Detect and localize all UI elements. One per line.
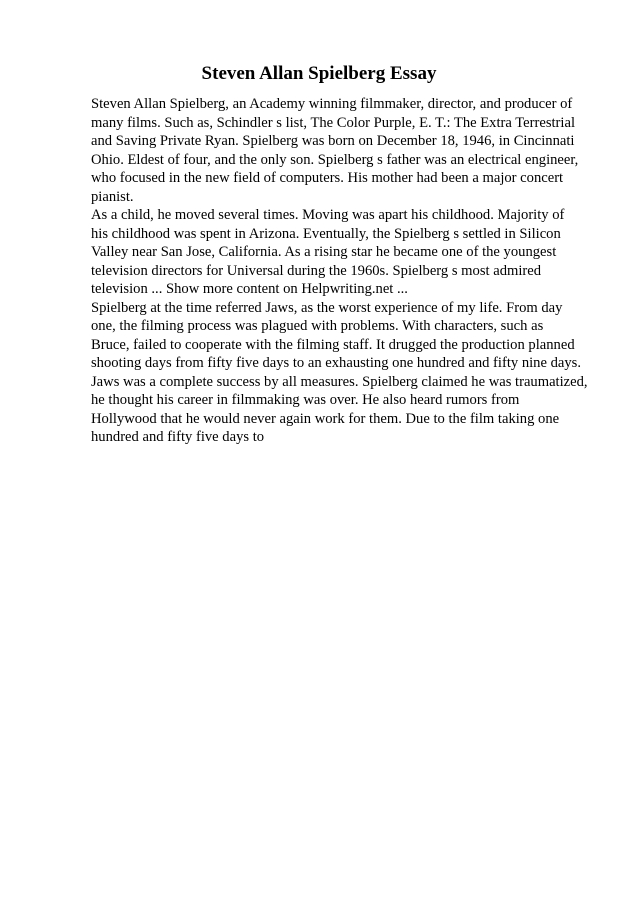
text-line: Spielberg at the time referred Jaws, as the worst experience of my life. From day	[91, 299, 563, 316]
text-line: Hollywood that he would never again work for them. Due to the film taking one	[91, 410, 560, 427]
text-line: television ... Show more content on Helpwriting.net ...	[91, 281, 408, 297]
text-line: pianist.	[91, 188, 134, 205]
text-line: shooting days from fifty five days to an exhausting one hundred and fifty nine days.	[91, 355, 582, 371]
text-line: As a child, he moved several times. Moving was apart his childhood. Majority of	[91, 207, 565, 223]
text-line: hundred and fifty five days to	[91, 429, 265, 445]
text-line: television directors for Universal during the 1960s. Spielberg s most admired	[91, 262, 542, 279]
text-line: Jaws was a complete success by all measures. Spielberg claimed he was traumatized,	[91, 373, 588, 390]
text-line: many films. Such as, Schindler s list, The Color Purple, E. T.: The Extra Terrestrial	[91, 114, 576, 131]
text-line: one, the filming process was plagued with problems. With characters, such as	[91, 318, 544, 334]
essay-body	[91, 95, 588, 447]
text-line: and Saving Private Ryan. Spielberg was born on December 18, 1946, in Cincinnati	[91, 133, 575, 149]
document-title: Steven Allan Spielberg Essay	[201, 63, 437, 84]
text-line: Valley near San Jose, California. As a rising star he became one of the youngest	[91, 244, 557, 260]
text-line: who focused in the new field of computers. His mother had been a major concert	[91, 170, 564, 186]
text-line: Steven Allan Spielberg, an Academy winning filmmaker, director, and producer of	[91, 96, 573, 112]
text-line: Bruce, failed to cooperate with the filming staff. It drugged the production planned	[91, 336, 575, 353]
text-line: Ohio. Eldest of four, and the only son. Spielberg s father was an electrical engineer,	[91, 151, 579, 168]
text-line: his childhood was spent in Arizona. Eventually, the Spielberg s settled in Silicon	[91, 225, 561, 242]
text-line: he thought his career in filmmaking was over. He also heard rumors from	[91, 392, 520, 408]
